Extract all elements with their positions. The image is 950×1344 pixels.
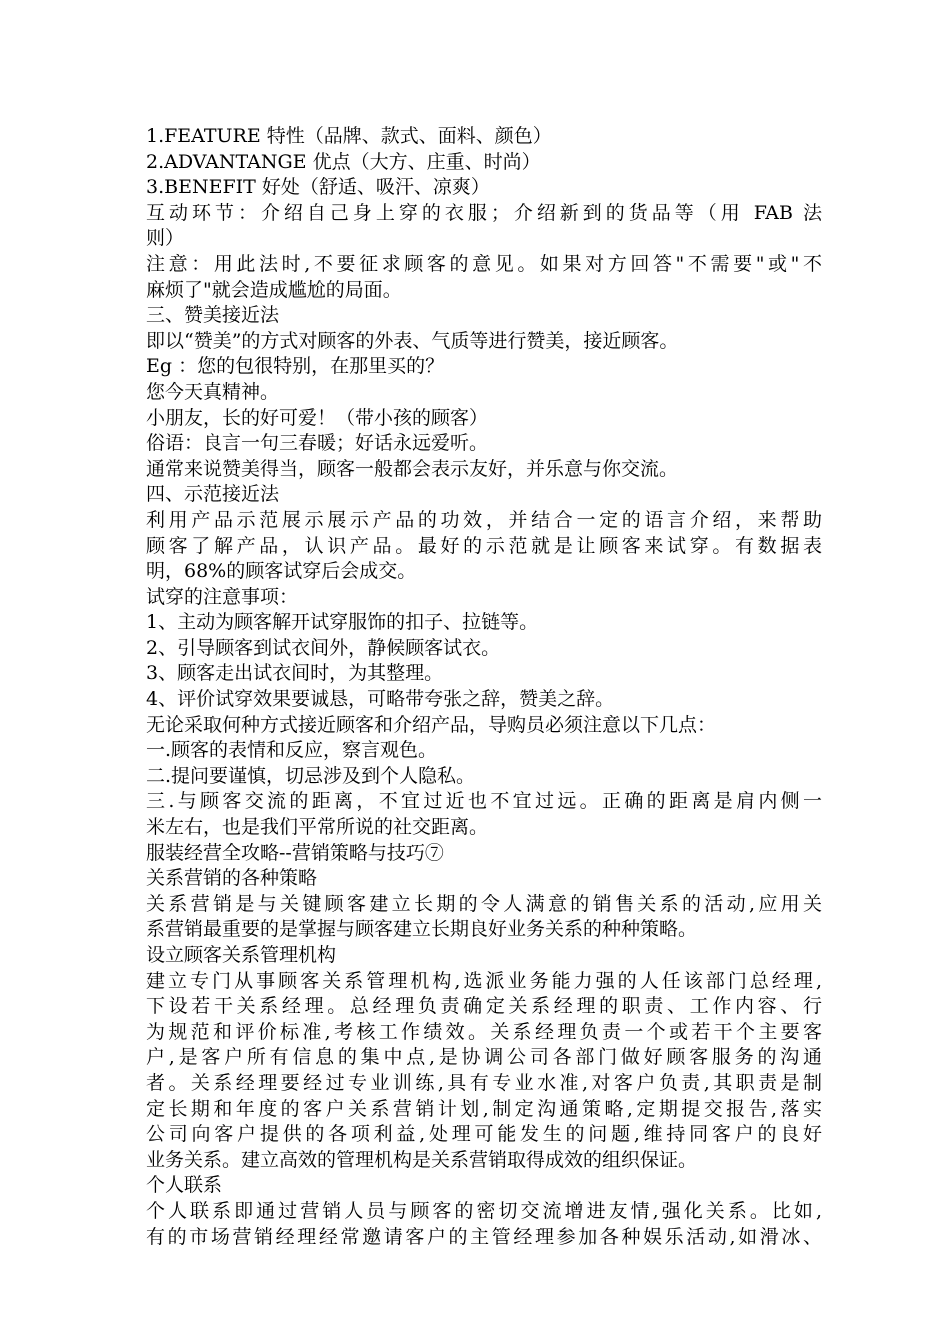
list-item: 二.提问要谨慎，切忌涉及到个人隐私。 bbox=[146, 764, 476, 787]
section-heading: 四、示范接近法 bbox=[146, 483, 280, 506]
text-line: 米左右，也是我们平常所说的社交距离。 bbox=[146, 816, 489, 839]
list-item: 一.顾客的表情和反应，察言观色。 bbox=[146, 739, 438, 762]
text-line: 3.BENEFIT 好处（舒适、吸汗、凉爽） bbox=[146, 176, 490, 199]
list-item: 2、引导顾客到试衣间外，静候顾客试衣。 bbox=[146, 636, 501, 659]
text-line: 俗语：良言一句三春暖；好话永远爱听。 bbox=[146, 432, 489, 455]
text-line: 系营销最重要的是掌握与顾客建立长期良好业务关系的种种策略。 bbox=[146, 918, 698, 941]
text-line: 业务关系。建立高效的管理机构是关系营销取得成效的组织保证。 bbox=[146, 1148, 698, 1171]
text-line: 户,是客户所有信息的集中点,是协调公司各部门做好顾客服务的沟通 bbox=[146, 1046, 822, 1069]
text-line: 者。关系经理要经过专业训练,具有专业水准,对客户负责,其职责是制 bbox=[146, 1071, 822, 1094]
list-item: 3、顾客走出试衣间时，为其整理。 bbox=[146, 662, 444, 685]
text-line: 互动环节：介绍自己身上穿的衣服；介绍新到的货品等（用 FAB 法 bbox=[146, 201, 822, 224]
text-line: 定长期和年度的客户关系营销计划,制定沟通策略,定期提交报告,落实 bbox=[146, 1097, 822, 1120]
text-line: 顾客了解产品，认识产品。最好的示范就是让顾客来试穿。有数据表 bbox=[146, 534, 822, 557]
section-heading: 设立顾客关系管理机构 bbox=[146, 944, 337, 966]
document-body bbox=[146, 124, 822, 1250]
text-line: Eg ：您的包很特别，在那里买的？ bbox=[146, 355, 445, 378]
text-line: 1.FEATURE 特性（品牌、款式、面料、颜色） bbox=[146, 125, 552, 147]
text-line: 2.ADVANTANGE 优点（大方、庄重、时尚） bbox=[146, 150, 541, 173]
text-line: 关系营销是与关键顾客建立长期的令人满意的销售关系的活动,应用关 bbox=[146, 892, 822, 915]
text-line: 有的市场营销经理经常邀请客户的主管经理参加各种娱乐活动,如滑冰、 bbox=[146, 1225, 822, 1248]
section-heading: 个人联系 bbox=[146, 1174, 223, 1197]
text-line: 注意：用此法时,不要征求顾客的意见。如果对方回答"不需要"或"不 bbox=[146, 252, 822, 275]
text-line: 利用产品示范展示展示产品的功效，并结合一定的语言介绍，来帮助 bbox=[146, 508, 822, 531]
list-item: 1、主动为顾客解开试穿服饰的扣子、拉链等。 bbox=[146, 611, 539, 634]
text-line: 即以“赞美”的方式对顾客的外表、气质等进行赞美，接近顾客。 bbox=[146, 329, 679, 352]
text-line: 为规范和评价标准,考核工作绩效。关系经理负责一个或若干个主要客 bbox=[146, 1020, 822, 1043]
text-line: 则） bbox=[146, 227, 185, 250]
section-heading: 三、赞美接近法 bbox=[146, 304, 280, 327]
section-heading: 关系营销的各种策略 bbox=[146, 867, 318, 890]
text-line: 小朋友，长的好可爱！（带小孩的顾客） bbox=[146, 406, 489, 429]
text-line: 个人联系即通过营销人员与顾客的密切交流增进友情,强化关系。比如, bbox=[146, 1199, 822, 1222]
text-line: 公司向客户提供的各项利益,处理可能发生的问题,维持同客户的良好 bbox=[146, 1123, 822, 1146]
text-line: 无论采取何种方式接近顾客和介绍产品，导购员必须注意以下几点： bbox=[146, 713, 717, 736]
text-line: 下设若干关系经理。总经理负责确定关系经理的职责、工作内容、行 bbox=[146, 995, 822, 1018]
text-line: 您今天真精神。 bbox=[146, 380, 280, 403]
text-line: 建立专门从事顾客关系管理机构,选派业务能力强的人任该部门总经理, bbox=[146, 969, 822, 992]
text-line: 通常来说赞美得当，顾客一般都会表示友好，并乐意与你交流。 bbox=[146, 457, 679, 480]
list-item: 三.与顾客交流的距离，不宜过近也不宜过远。正确的距离是肩内侧一 bbox=[146, 790, 822, 813]
text-line: 麻烦了"就会造成尴尬的局面。 bbox=[146, 278, 402, 301]
text-line: 明，68%的顾客试穿后会成交。 bbox=[146, 560, 417, 583]
section-heading: 服装经营全攻略--营销策略与技巧⑦ bbox=[146, 841, 444, 864]
text-line: 试穿的注意事项： bbox=[146, 585, 299, 608]
list-item: 4、评价试穿效果要诚恳，可略带夸张之辞，赞美之辞。 bbox=[146, 688, 615, 711]
